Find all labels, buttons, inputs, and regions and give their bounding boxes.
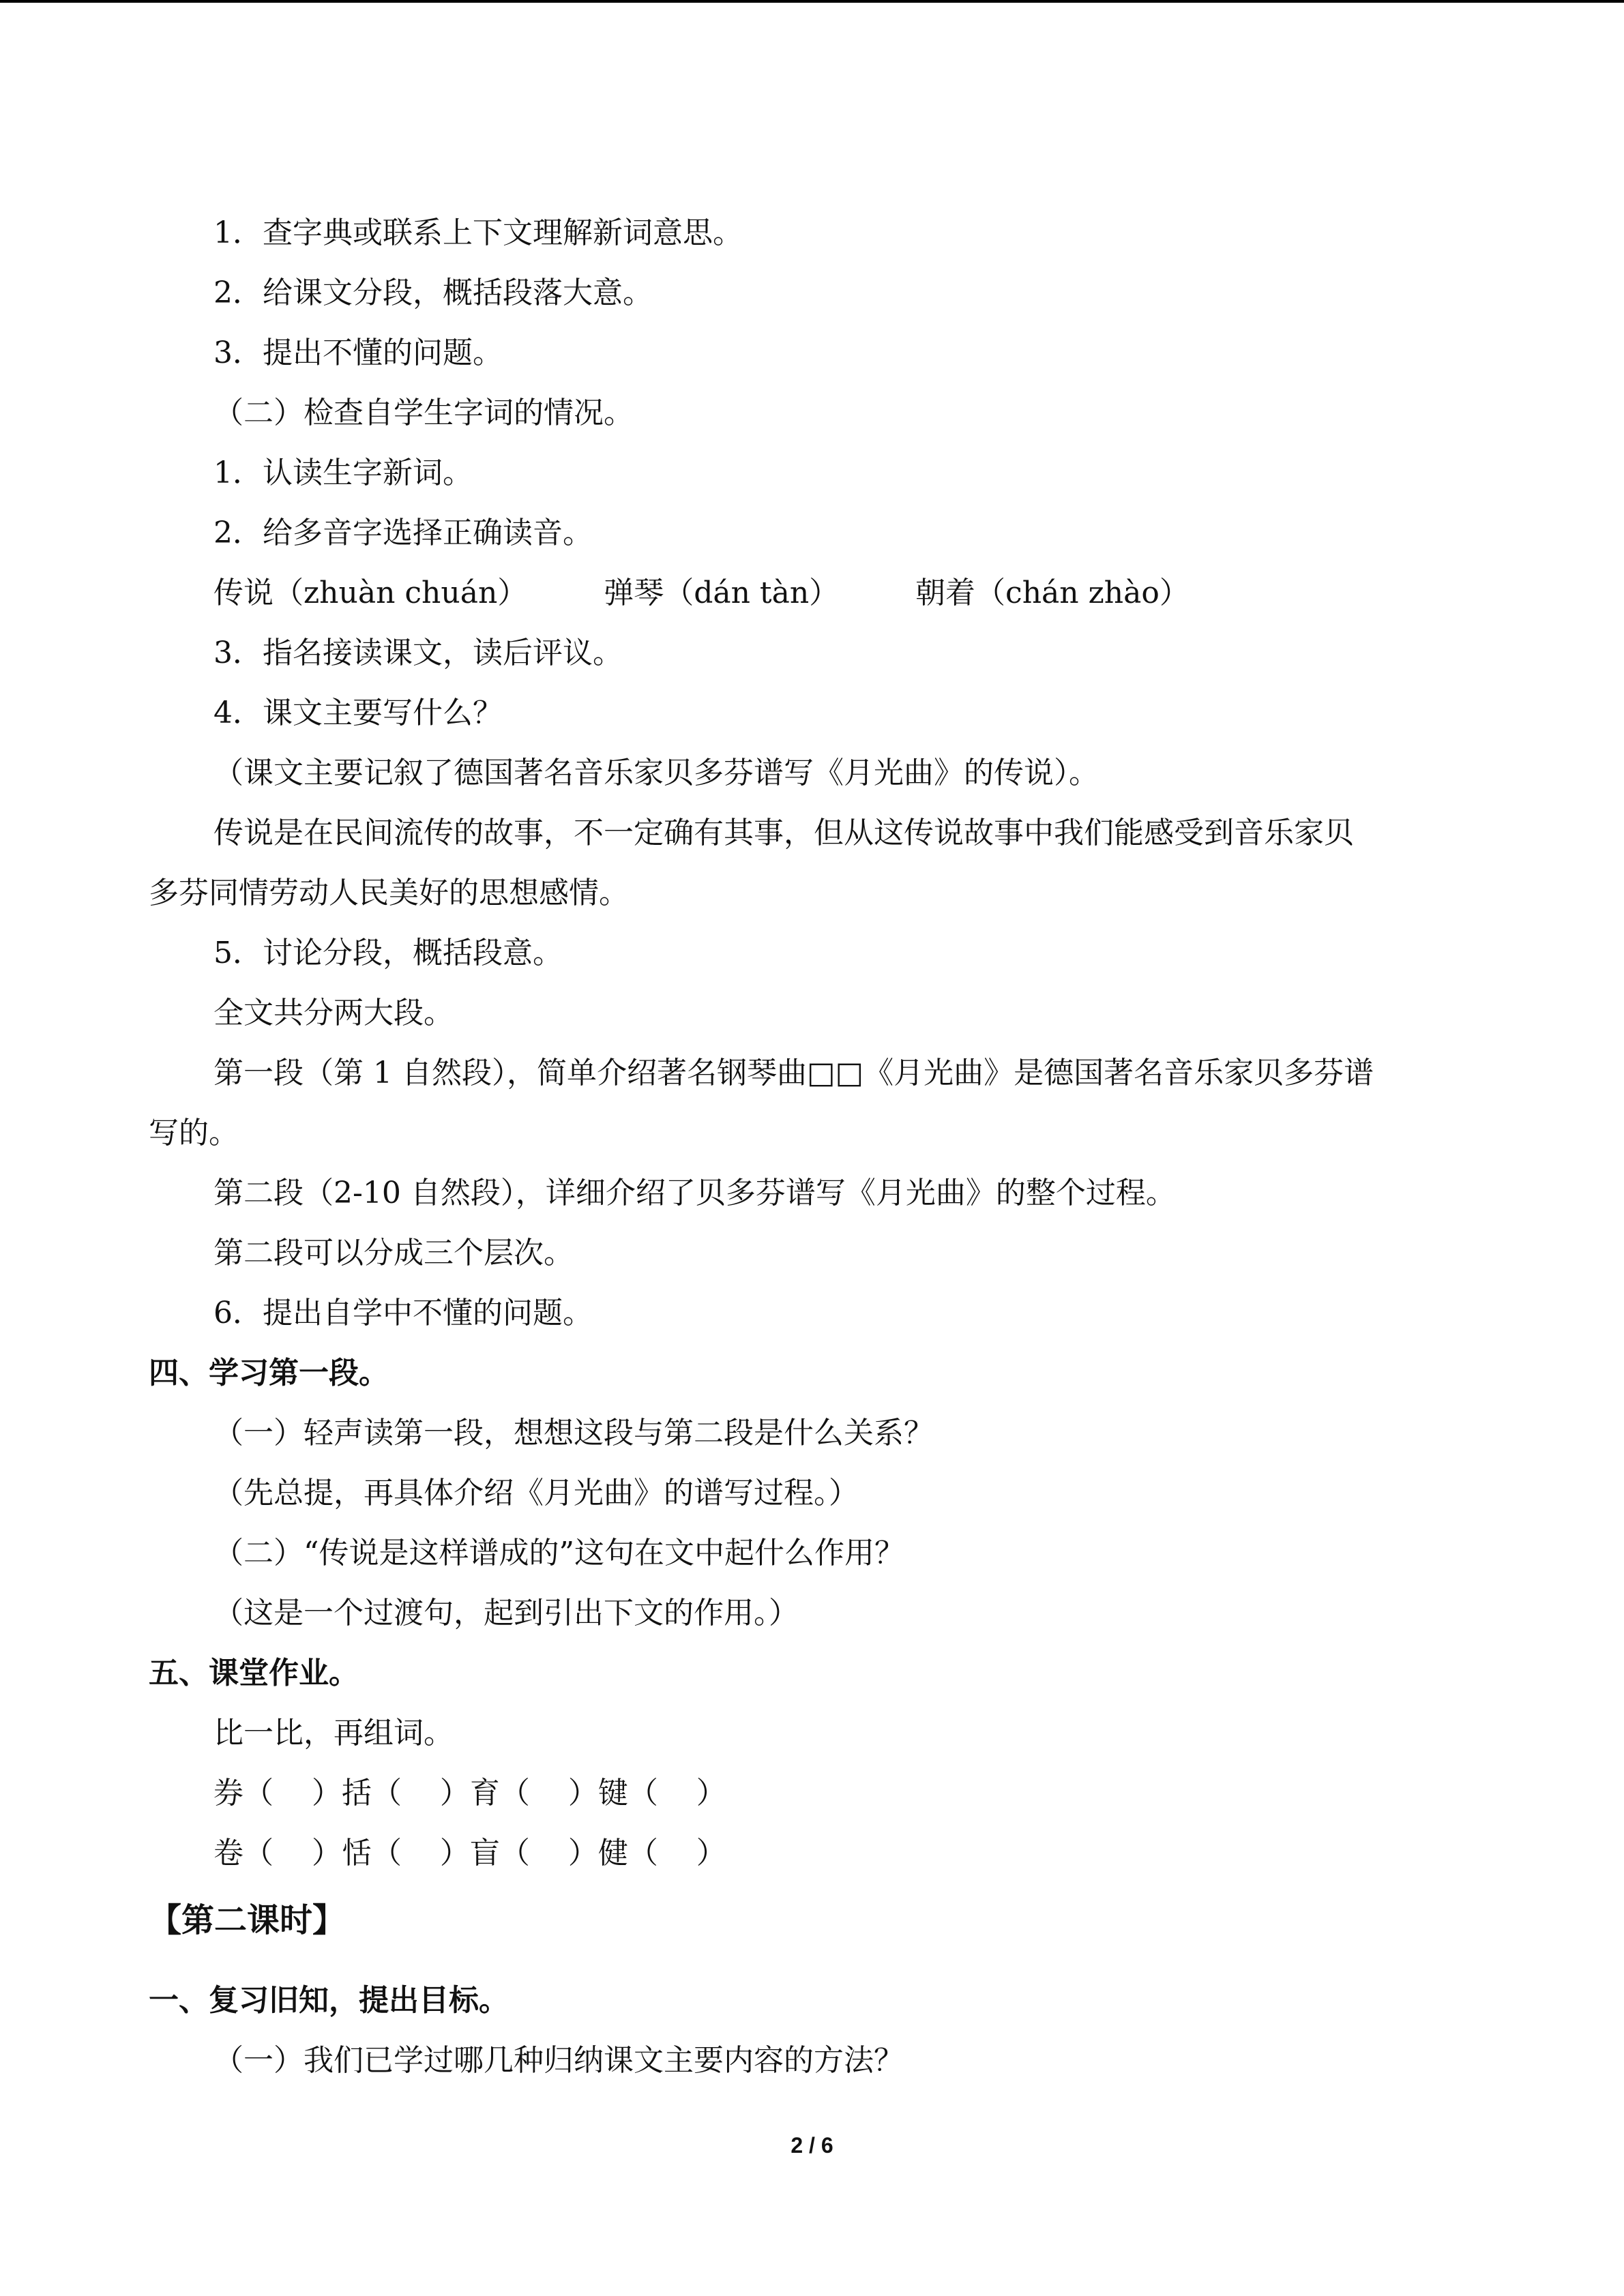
- text-line: 全文共分两大段。: [213, 996, 454, 1030]
- section-heading: 四、学习第一段。: [149, 1356, 389, 1390]
- pinyin-choice-line: 传说（zhuàn chuán） 弹琴（dán tàn） 朝着（chán zhào）: [213, 576, 1190, 610]
- word-exercise-row: 卷（ ）恬（ ）盲（ ）健（ ）: [213, 1836, 726, 1870]
- section-heading: 五、课堂作业。: [149, 1656, 359, 1690]
- text-line: 传说是在民间流传的故事，不一定确有其事，但从这传说故事中我们能感受到音乐家贝: [213, 816, 1354, 850]
- text-line: 3．提出不懂的问题。: [213, 336, 503, 370]
- word-exercise-row: 券（ ）括（ ）育（ ）键（ ）: [213, 1776, 726, 1810]
- text-line: （这是一个过渡句，起到引出下文的作用。）: [213, 1596, 799, 1630]
- text-line: 6．提出自学中不懂的问题。: [213, 1296, 593, 1330]
- text-line: （二）检查自学生字词的情况。: [213, 396, 634, 430]
- text-line: 3．指名接读课文，读后评议。: [213, 636, 623, 670]
- text-line: 多芬同情劳动人民美好的思想感情。: [149, 876, 629, 910]
- text-line: 5．讨论分段，概括段意。: [213, 936, 563, 970]
- text-line: 4．课文主要写什么？: [213, 696, 503, 730]
- text-line: 2．给多音字选择正确读音。: [213, 516, 593, 550]
- text-line: （课文主要记叙了德国著名音乐家贝多芬谱写《月光曲》的传说）。: [213, 756, 1099, 790]
- text-line: （先总提，再具体介绍《月光曲》的谱写过程。）: [213, 1476, 859, 1510]
- text-line: 1．查字典或联系上下文理解新词意思。: [213, 215, 743, 250]
- text-line: 比一比，再组词。: [213, 1716, 454, 1750]
- text-line: 第二段（2-10 自然段），详细介绍了贝多芬谱写《月光曲》的整个过程。: [213, 1176, 1176, 1210]
- page-number: 2 / 6: [791, 2133, 833, 2158]
- page-top-border: [0, 0, 1624, 3]
- lesson-period-heading: 【第二课时】: [149, 1901, 346, 1939]
- text-line: 写的。: [149, 1116, 239, 1150]
- text-line: 第二段可以分成三个层次。: [213, 1236, 574, 1270]
- text-line: （二）“传说是这样谱成的”这句在文中起什么作用？: [213, 1536, 904, 1570]
- text-line: 第一段（第 1 自然段），简单介绍著名钢琴曲□□《月光曲》是德国著名音乐家贝多芬谱: [213, 1056, 1374, 1090]
- text-line: 1．认读生字新词。: [213, 456, 473, 490]
- text-line: （一）我们已学过哪几种归纳课文主要内容的方法？: [213, 2043, 904, 2078]
- text-line: 2．给课文分段，概括段落大意。: [213, 275, 653, 310]
- section-heading: 一、复习旧知，提出目标。: [149, 1983, 509, 2018]
- text-line: （一）轻声读第一段，想想这段与第二段是什么关系？: [213, 1416, 934, 1450]
